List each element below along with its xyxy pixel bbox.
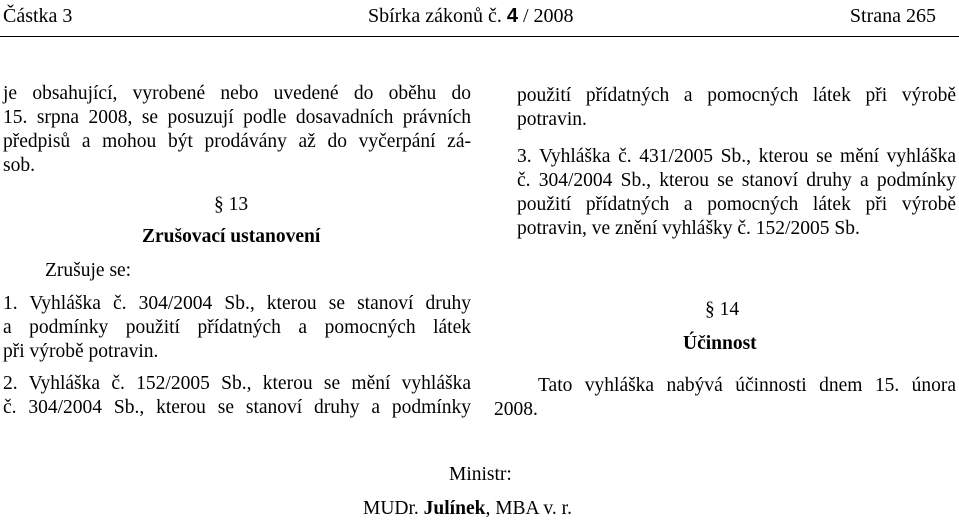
section-13-number: § 13 (214, 194, 249, 215)
repeal-item-3-line: č. 304/2004 Sb., kterou se stanoví druhy a podmínky (517, 170, 956, 191)
signature-prefix: MUDr. (363, 498, 419, 519)
signature-suffix: , MBA v. r. (485, 498, 572, 519)
repeal-intro: Zrušuje se: (45, 260, 132, 281)
continuation-line: použití přídatných a pomocných látek při výrobě (517, 85, 956, 106)
repeal-item-3-line: 3. Vyhláška č. 431/2005 Sb., kterou se mění vyhláška (517, 146, 956, 167)
signature-role: Ministr: (449, 464, 512, 485)
repeal-item-1-line: 1. Vyhláška č. 304/2004 Sb., kterou se stanoví druhy (3, 293, 471, 314)
signature-name (363, 497, 572, 521)
repeal-item-1-line: při výrobě potravin. (3, 341, 159, 362)
effect-line: 2008. (494, 399, 538, 420)
issue-number: 4 (506, 5, 518, 27)
intro-line: je obsahující, vyrobené nebo uvedené do oběhu do (3, 83, 471, 104)
section-13-title: Zrušovací ustanovení (142, 226, 321, 247)
header-rule (0, 36, 959, 37)
intro-line: 15. srpna 2008, se posuzují podle dosavadních právních (3, 107, 471, 128)
journal-year: / 2008 (522, 5, 574, 27)
minister-name: Julínek (423, 498, 486, 519)
repeal-item-2-line: č. 304/2004 Sb., kterou se stanoví druhy a podmínky (3, 397, 471, 418)
header-page: Strana 265 (849, 5, 936, 27)
intro-line: sob. (3, 155, 35, 176)
repeal-item-3-line: použití přídatných a pomocných látek při výrobě (517, 194, 956, 215)
section-14-number: § 14 (705, 299, 740, 320)
repeal-item-2-line: 2. Vyhláška č. 152/2005 Sb., kterou se mění vyhláška (3, 373, 471, 394)
effect-line: Tato vyhláška nabývá účinnosti dnem 15. února (538, 375, 956, 396)
intro-line: předpisů a mohou být prodávány až do vyčerpání zá- (3, 131, 471, 152)
repeal-item-1-line: a podmínky použití přídatných a pomocných látek (3, 317, 471, 338)
header-journal (368, 5, 574, 28)
header-part: Částka 3 (3, 5, 73, 27)
repeal-item-3-line: potravin, ve znění vyhlášky č. 152/2005 Sb. (517, 218, 860, 239)
continuation-line: potravin. (517, 109, 587, 130)
section-14-title: Účinnost (683, 333, 757, 354)
journal-title: Sbírka zákonů č. (368, 5, 502, 27)
